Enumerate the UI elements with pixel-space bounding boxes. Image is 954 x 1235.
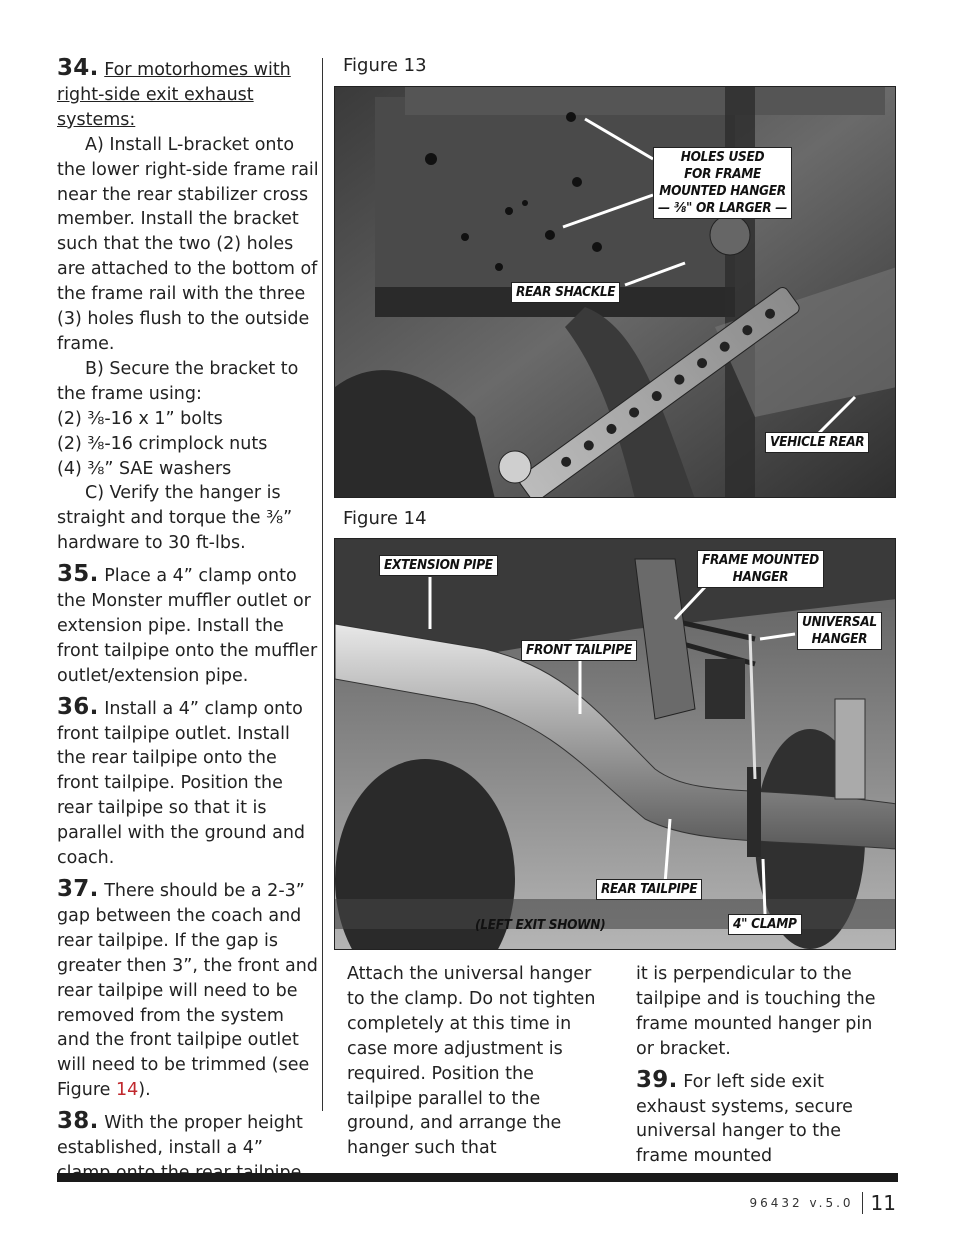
hardware-line: (2) ⅜-16 crimplock nuts [57, 433, 268, 454]
figure-14-caption: Figure 14 [343, 508, 427, 529]
figure-14-link[interactable]: 14 [116, 1080, 139, 1101]
footer [749, 1188, 896, 1218]
left-column [57, 56, 319, 1186]
step-35-text: Place a 4” clamp onto the Monster muffler outlet or extension pipe. Install the front tailpipe onto the muffler outlet/extension pipe. [57, 566, 318, 686]
bottom-text-1: Attach the universal hanger to the clamp. Do not tighten completely at this time in case more adjustment is required. Position the tailpipe parallel to the ground, and arrange the hanger such that [347, 964, 596, 1159]
step-number: 37. [57, 876, 99, 902]
step-number: 35. [57, 561, 99, 588]
step-34-a: A) Install L-bracket onto the lower right-side frame rail near the rear stabilizer cross member. Install the bracket such that the two (2) holes are attached to the bottom of the frame rail with the three (3) holes flush to the outside frame. [57, 134, 319, 354]
callout-vehicle-rear: VEHICLE REAR [765, 432, 869, 453]
callout-4-inch-clamp: 4" CLAMP [728, 914, 802, 935]
callout-front-tailpipe: FRONT TAILPIPE [521, 640, 637, 661]
page-number: 11 [870, 1191, 896, 1215]
step-38-text: With the proper height established, install a 4” [57, 1113, 303, 1159]
step-number: 34. [57, 55, 99, 81]
bottom-column-1 [347, 962, 602, 1161]
figure-13-caption: Figure 13 [343, 55, 427, 76]
callout-left-exit-shown: (LEFT EXIT SHOWN) [475, 917, 606, 933]
column-divider [322, 58, 323, 1111]
step-37-text: There should be a 2-3” gap between the coach and rear tailpipe. If the gap is greater then 3”, the front and rear tailpipe will need to be removed from the system and the front tailpipe outlet will need to be trimmed (see Figure [57, 881, 318, 1101]
callout-universal-hanger: UNIVERSAL HANGER [797, 612, 882, 650]
footer-separator [862, 1192, 863, 1214]
figure-14-photo [334, 538, 896, 950]
step-35 [57, 562, 319, 689]
step-37 [57, 877, 319, 1103]
step-34-title: For motorhomes with right-side exit exhaust systems: [57, 60, 291, 130]
bottom-column-2 [636, 962, 891, 1169]
step-number: 38. [57, 1108, 99, 1135]
step-34-b: B) Secure the bracket to the frame using: [57, 358, 299, 404]
callout-frame-mounted-hanger: FRAME MOUNTED HANGER [697, 550, 824, 588]
footer-bar [57, 1173, 898, 1182]
step-37-text-end: ). [138, 1080, 151, 1101]
hardware-line: (2) ⅜-16 x 1” bolts [57, 408, 223, 429]
step-39-text: For left side exit exhaust systems, secure universal hanger to the frame mounted [636, 1071, 853, 1167]
step-34-c: C) Verify the hanger is straight and torque the ⅜” hardware to 30 ft-lbs. [57, 483, 293, 554]
step-36-text: Install a 4” clamp onto front tailpipe outlet. Install the rear tailpipe onto the front tailpipe. Position the rear tailpipe so that it is parallel with the ground and coach. [57, 698, 306, 869]
callout-extension-pipe: EXTENSION PIPE [379, 555, 498, 576]
document-version: 96432 v.5.0 [749, 1196, 854, 1210]
step-39 [636, 1068, 891, 1170]
callout-rear-tailpipe: REAR TAILPIPE [596, 879, 702, 900]
step-36 [57, 695, 319, 871]
callout-holes: HOLES USED FOR FRAME MOUNTED HANGER — ⅜" OR LARGER — [653, 147, 792, 219]
figure-13-photo [334, 86, 896, 498]
callout-rear-shackle: REAR SHACKLE [511, 282, 620, 303]
step-number: 36. [57, 693, 99, 720]
step-34 [57, 56, 319, 133]
step-number: 39. [636, 1066, 678, 1093]
bottom-text-2: it is perpendicular to the tailpipe and is touching the frame mounted hanger pin or bracket. [636, 964, 876, 1059]
hardware-line: (4) ⅜” SAE washers [57, 458, 232, 479]
